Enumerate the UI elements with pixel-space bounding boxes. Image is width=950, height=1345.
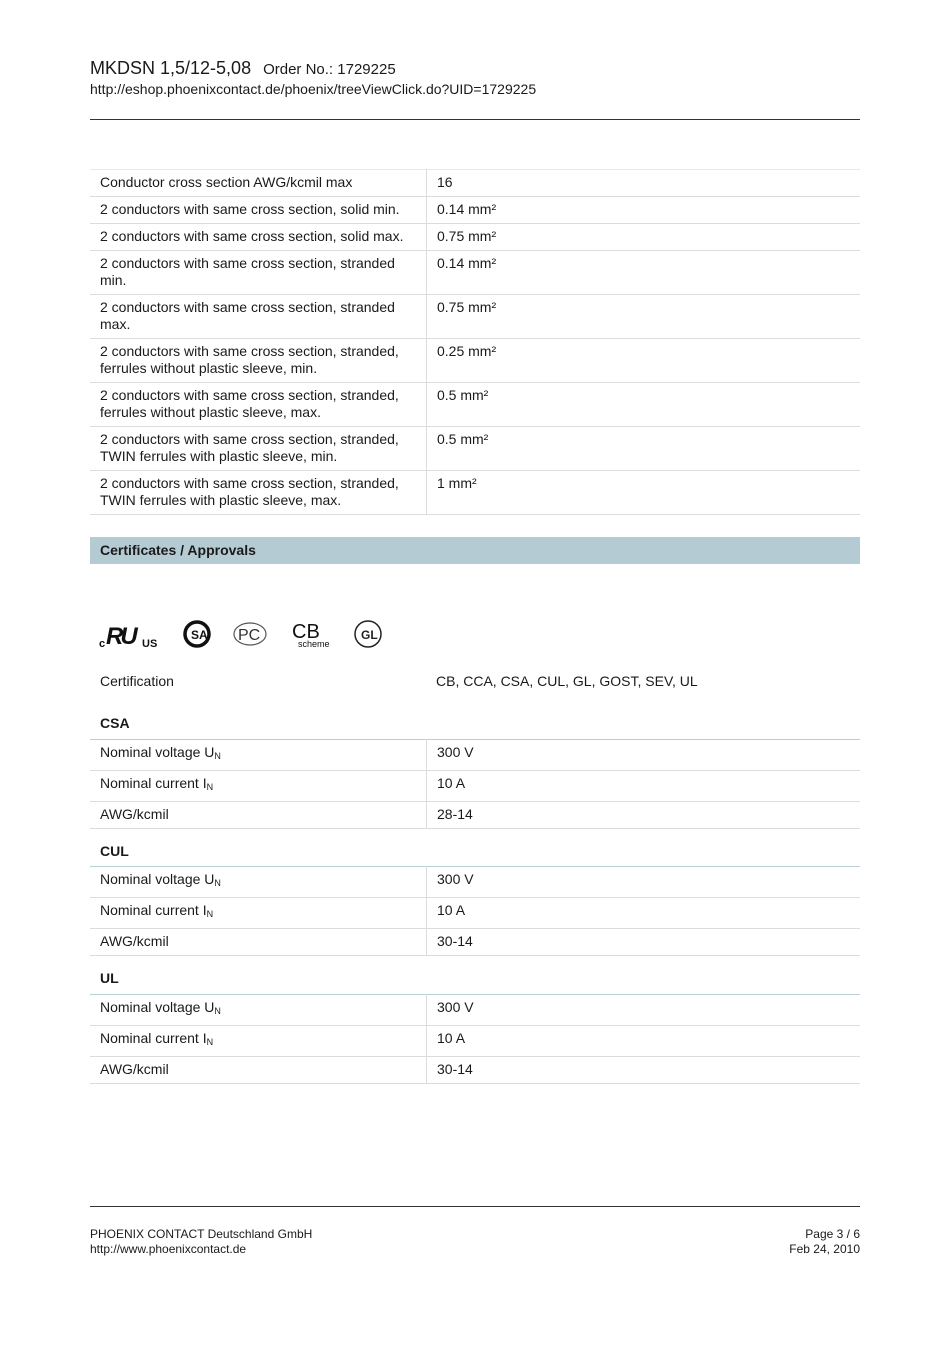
property-name: Nominal voltage $U_N$ <box>90 995 427 1026</box>
property-name: AWG/kcmil <box>90 1057 427 1084</box>
table-row <box>90 1026 860 1057</box>
property-name: Nominal voltage $U_N$ <box>90 740 427 771</box>
property-value: 0.25 mm² <box>427 339 861 383</box>
certification-label: Certification <box>100 673 174 689</box>
property-name: Nominal voltage $U_N$ <box>90 867 427 898</box>
table-row <box>90 740 860 771</box>
property-name: AWG/kcmil <box>90 802 427 829</box>
group-table-cul <box>90 866 860 956</box>
svg-text:c: c <box>99 638 106 650</box>
approval-logos <box>98 614 404 654</box>
property-value: 300 V <box>427 995 861 1026</box>
property-value: 0.5 mm² <box>427 383 861 427</box>
property-value: 16 <box>427 170 861 197</box>
gl-logo-icon <box>352 618 384 650</box>
table-row <box>90 1057 860 1084</box>
property-name: AWG/kcmil <box>90 929 427 956</box>
property-value: 0.5 mm² <box>427 427 861 471</box>
group-table-ul-wrap <box>90 994 860 1084</box>
group-table-csa <box>90 739 860 829</box>
table-row <box>90 802 860 829</box>
property-name: 2 conductors with same cross section, stranded, TWIN ferrules with plastic sleeve, max. <box>90 471 427 515</box>
property-value: 1 mm² <box>427 471 861 515</box>
property-name: Nominal current $I_N$ <box>90 1026 427 1057</box>
property-value: 10 A <box>427 898 861 929</box>
footer-date: Feb 24, 2010 <box>789 1242 860 1256</box>
csa-logo-icon <box>182 618 212 650</box>
footer-company: PHOENIX CONTACT Deutschland GmbH <box>90 1227 313 1241</box>
product-title: MKDSN 1,5/12-5,08 <box>90 58 252 78</box>
svg-text:CB: CB <box>292 621 320 643</box>
property-value: 30-14 <box>427 1057 861 1084</box>
property-name: 2 conductors with same cross section, solid min. <box>90 197 427 224</box>
table-row <box>90 867 860 898</box>
property-value: 30-14 <box>427 929 861 956</box>
table-row <box>90 898 860 929</box>
table-row <box>90 383 860 427</box>
svg-text:RU: RU <box>106 623 135 650</box>
header-divider <box>90 119 860 120</box>
property-value: 0.14 mm² <box>427 251 861 295</box>
group-title-ul: UL <box>100 970 119 986</box>
property-name: 2 conductors with same cross section, stranded min. <box>90 251 427 295</box>
table-row <box>90 471 860 515</box>
property-value: 10 A <box>427 1026 861 1057</box>
property-name: 2 conductors with same cross section, stranded, ferrules without plastic sleeve, min. <box>90 339 427 383</box>
group-table-csa-wrap <box>90 739 860 829</box>
table-row <box>90 995 860 1026</box>
group-table-ul <box>90 994 860 1084</box>
table-row <box>90 427 860 471</box>
property-name: Nominal current $I_N$ <box>90 771 427 802</box>
svg-text:PC: PC <box>238 627 261 644</box>
table-row <box>90 339 860 383</box>
property-value: 300 V <box>427 740 861 771</box>
page-header <box>90 57 860 98</box>
table-row <box>90 771 860 802</box>
certification-value: CB, CCA, CSA, CUL, GL, GOST, SEV, UL <box>436 673 698 689</box>
table-row <box>90 295 860 339</box>
property-name: 2 conductors with same cross section, stranded, TWIN ferrules with plastic sleeve, min. <box>90 427 427 471</box>
svg-text:scheme: scheme <box>298 639 330 649</box>
svg-text:US: US <box>142 638 158 650</box>
conductor-table <box>90 169 860 515</box>
table-row <box>90 170 860 197</box>
svg-text:GL: GL <box>361 628 378 642</box>
property-value: 10 A <box>427 771 861 802</box>
footer-website[interactable]: http://www.phoenixcontact.de <box>90 1242 247 1256</box>
footer-page-number: Page 3 / 6 <box>805 1227 860 1241</box>
table-row <box>90 251 860 295</box>
conductor-table-wrap <box>90 169 860 515</box>
product-url[interactable]: http://eshop.phoenixcontact.de/phoenix/treeViewClick.do?UID=1729225 <box>90 81 537 97</box>
table-row <box>90 224 860 251</box>
gost-logo-icon <box>232 618 270 650</box>
table-row <box>90 929 860 956</box>
property-name: 2 conductors with same cross section, solid max. <box>90 224 427 251</box>
section-header-certificates <box>90 537 860 564</box>
property-value: 0.75 mm² <box>427 295 861 339</box>
group-title-csa: CSA <box>100 715 130 731</box>
section-title: Certificates / Approvals <box>100 542 256 558</box>
property-value: 0.14 mm² <box>427 197 861 224</box>
property-name: Conductor cross section AWG/kcmil max <box>90 170 427 197</box>
property-value: 0.75 mm² <box>427 224 861 251</box>
group-table-cul-wrap <box>90 866 860 956</box>
footer-divider <box>90 1206 860 1207</box>
property-value: 28-14 <box>427 802 861 829</box>
table-row <box>90 197 860 224</box>
order-number: Order No.: 1729225 <box>263 61 396 78</box>
cb-scheme-logo-icon <box>290 618 332 650</box>
property-name: Nominal current $I_N$ <box>90 898 427 929</box>
property-name: 2 conductors with same cross section, stranded max. <box>90 295 427 339</box>
group-title-cul: CUL <box>100 843 129 859</box>
svg-text:SA: SA <box>191 628 208 642</box>
cul-logo-icon <box>98 617 162 651</box>
property-value: 300 V <box>427 867 861 898</box>
property-name: 2 conductors with same cross section, stranded, ferrules without plastic sleeve, max. <box>90 383 427 427</box>
